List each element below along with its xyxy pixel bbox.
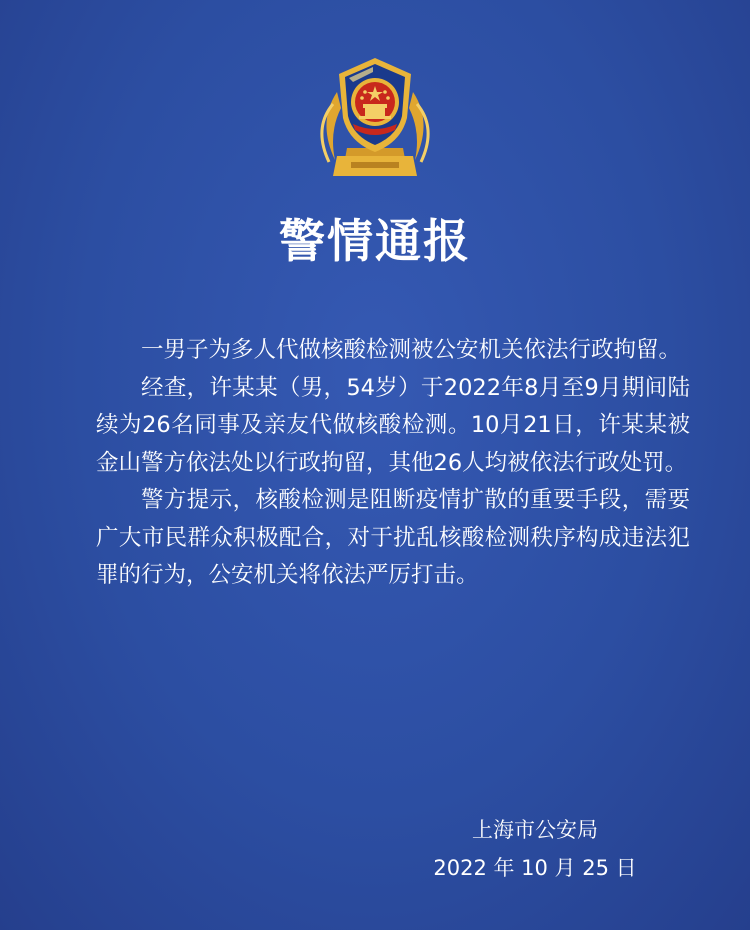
- notice-body: [96, 332, 690, 595]
- paragraph-headline: 一男子为多人代做核酸检测被公安机关依法行政拘留。: [141, 337, 682, 363]
- police-badge-icon: [307, 52, 443, 180]
- issue-date: 2022 年 10 月 25 日: [433, 856, 637, 880]
- paragraph-findings: 经查，许某某（男，54岁）于2022年8月至9月期间陆续为26名同事及亲友代做核酸检测。10月21日，许某某被金山警方依法处以行政拘留，其他26人均被依法行政处罚。: [96, 374, 690, 476]
- notice-title: 警情通报: [279, 214, 471, 268]
- issuer-name: 上海市公安局: [472, 818, 598, 842]
- paragraph-warning: 警方提示，核酸检测是阻断疫情扩散的重要手段，需要广大市民群众积极配合，对于扰乱核酸检测秩序构成违法犯罪的行为，公安机关将依法严厉打击。: [96, 487, 690, 588]
